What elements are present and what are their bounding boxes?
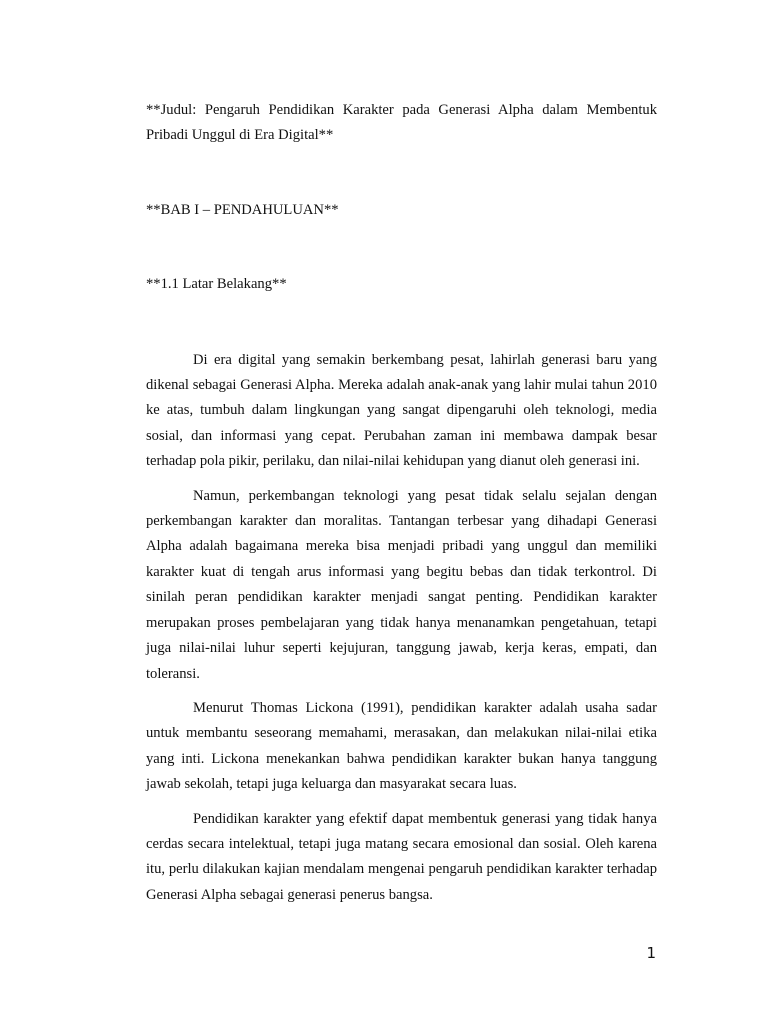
- document-title: **Judul: Pengaruh Pendidikan Karakter pada Generasi Alpha dalam Membentuk Pribadi Unggul di Era Digital**: [146, 102, 657, 144]
- paragraph: Namun, perkembangan teknologi yang pesat tidak selalu sejalan dengan perkembangan karakter dan moralitas. Tantangan terbesar yang dihadapi Generasi Alpha adalah bagaimana mereka bisa menjadi pribadi yang unggul dan memiliki karakter kuat di tengah arus informasi yang begitu bebas dan tidak terkontrol. Di sinilah peran pendidikan karakter menjadi sangat penting. Pendidikan karakter merupakan proses pembelajaran yang tidak hanya menanamkan pengetahuan, tetapi juga nilai-nilai luhur seperti kejujuran, tanggung jawab, kerja keras, empati, dan toleransi.: [146, 487, 657, 682]
- chapter-heading: **BAB I – PENDAHULUAN**: [146, 201, 339, 218]
- section-heading: **1.1 Latar Belakang**: [146, 276, 287, 293]
- paragraph: Di era digital yang semakin berkembang pesat, lahirlah generasi baru yang dikenal sebagai Generasi Alpha. Mereka adalah anak-anak yang lahir mulai tahun 2010 ke atas, tumbuh dalam lingkungan yang sangat dipengaruhi oleh teknologi, media sosial, dan informasi yang cepat. Perubahan zaman ini membawa dampak besar terhadap pola pikir, perilaku, dan nilai-nilai kehidupan yang dianut oleh generasi ini.: [146, 351, 657, 470]
- paragraph: Pendidikan karakter yang efektif dapat membentuk generasi yang tidak hanya cerdas secara intelektual, tetapi juga matang secara emosional dan sosial. Oleh karena itu, perlu dilakukan kajian mendalam mengenai pengaruh pendidikan karakter terhadap Generasi Alpha sebagai generasi penerus bangsa.: [146, 810, 657, 903]
- page-content: [146, 98, 657, 908]
- paragraph: Menurut Thomas Lickona (1991), pendidikan karakter adalah usaha sadar untuk membantu seseorang memahami, merasakan, dan melakukan nilai-nilai etika yang inti. Lickona menekankan bahwa pendidikan karakter bukan hanya tanggung jawab sekolah, tetapi juga keluarga dan masyarakat secara luas.: [146, 699, 657, 793]
- page-number: 1: [646, 944, 656, 962]
- body-text: [146, 348, 657, 909]
